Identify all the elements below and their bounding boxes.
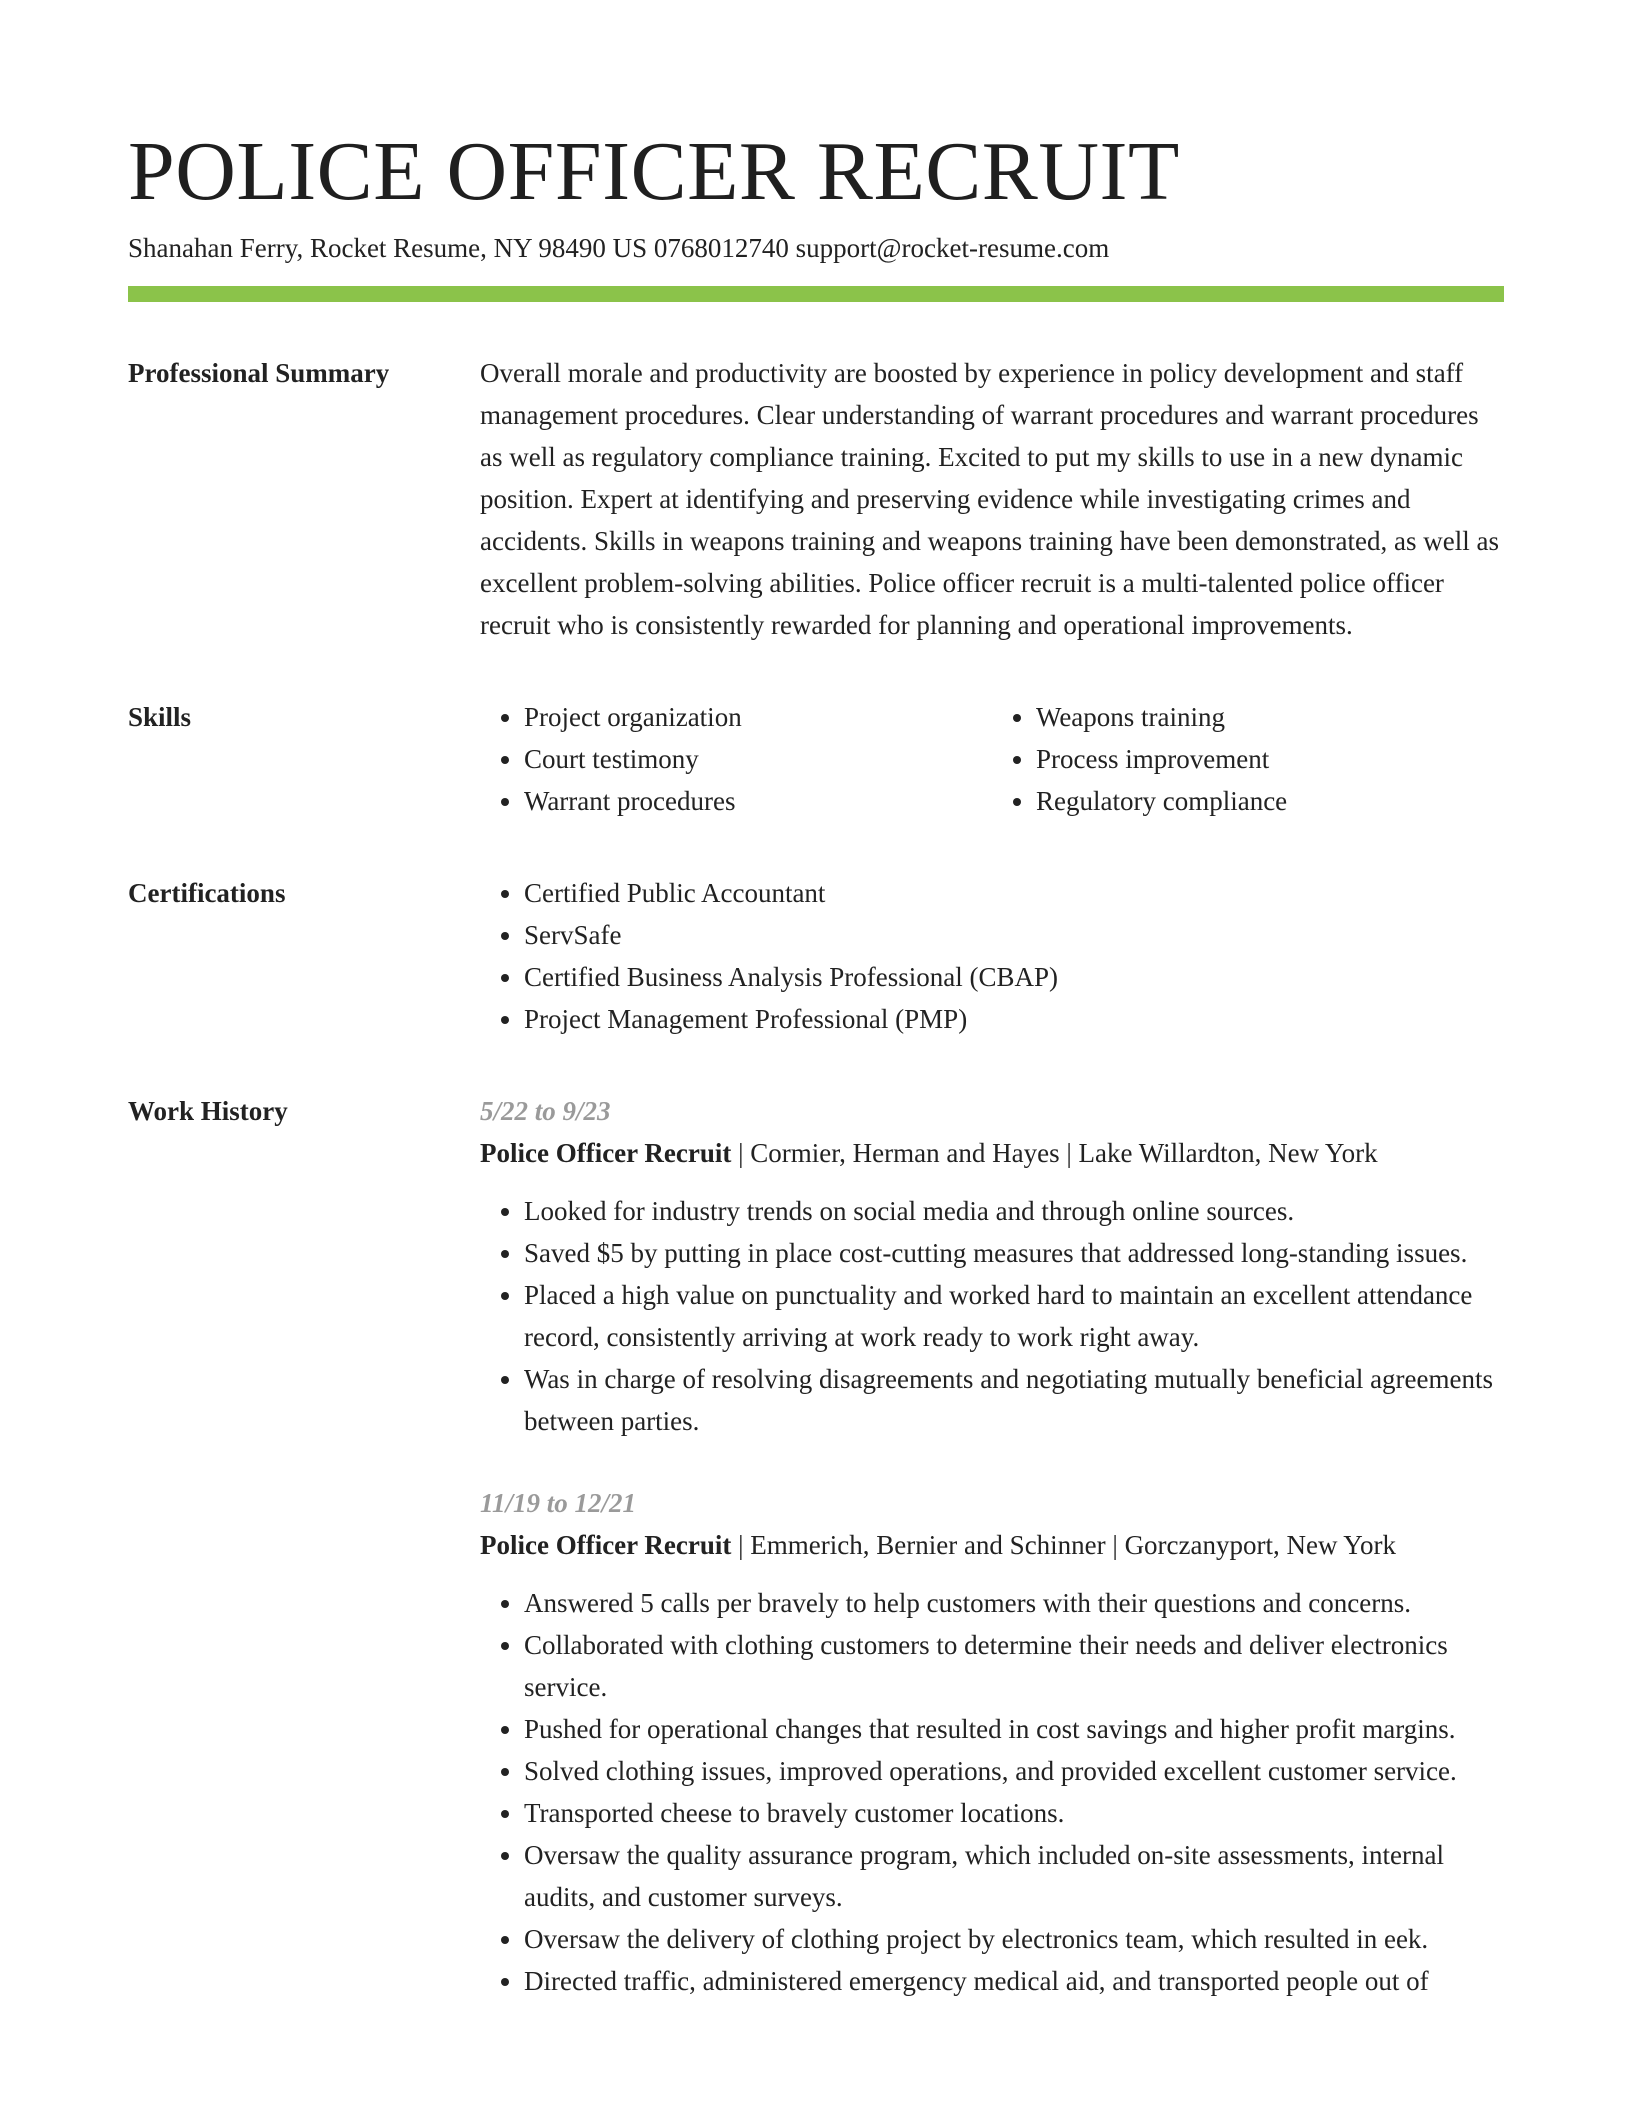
list-item: • Oversaw the quality assurance program, which included on-site assessments, internal audits, and customer surveys. [524, 1834, 1504, 1918]
list-item: • Answered 5 calls per bravely to help customers with their questions and concerns. [524, 1582, 1504, 1624]
contact-info: Shanahan Ferry, Rocket Resume, NY 98490 US 0768012740 support@rocket-resume.com [128, 233, 1110, 263]
list-item: • Transported cheese to bravely customer locations. [524, 1792, 1504, 1834]
skills-list-right [992, 696, 1504, 822]
list-item: • Court testimony [524, 738, 992, 780]
list-item: • Warrant procedures [524, 780, 992, 822]
job-title-line [480, 1524, 1504, 1566]
job-entry [480, 1482, 1504, 2002]
job-bullets [480, 1582, 1504, 2002]
list-item: • Directed traffic, administered emergency medical aid, and transported people out of [524, 1960, 1504, 2002]
list-item: • Certified Business Analysis Professional (CBAP) [524, 956, 1504, 998]
skills-list-left [480, 696, 992, 822]
job-title-line [480, 1132, 1504, 1174]
summary-text: Overall morale and productivity are boosted by experience in policy development and staff management procedures. Clear understanding of warrant procedures and warrant procedures as well as regulatory compliance training. Excited to put my skills to use in a new dynamic position. Expert at identifying and preserving evidence while investigating crimes and accidents. Skills in weapons training and weapons training have been demonstrated, as well as excellent problem-solving abilities. Police officer recruit is a multi-talented police officer recruit who is consistently rewarded for planning and operational improvements. [480, 358, 1499, 640]
list-item: • Looked for industry trends on social media and through online sources. [524, 1190, 1504, 1232]
list-item: • Project organization [524, 696, 992, 738]
list-item: • Was in charge of resolving disagreements and negotiating mutually beneficial agreements between parties. [524, 1358, 1504, 1442]
list-item: • Weapons training [1036, 696, 1504, 738]
section-label: Skills [128, 702, 192, 732]
job-dates: 11/19 to 12/21 [480, 1488, 637, 1518]
section-label: Work History [128, 1096, 288, 1126]
list-item: • Collaborated with clothing customers to determine their needs and deliver electronics service. [524, 1624, 1504, 1708]
job-details: | Emmerich, Bernier and Schinner | Gorczanyport, New York [731, 1530, 1397, 1560]
list-item: • Solved clothing issues, improved operations, and provided excellent customer service. [524, 1750, 1504, 1792]
list-item: • Process improvement [1036, 738, 1504, 780]
list-item: • ServSafe [524, 914, 1504, 956]
skills-section [128, 696, 1504, 822]
list-item: • Certified Public Accountant [524, 872, 1504, 914]
list-item: • Oversaw the delivery of clothing project by electronics team, which resulted in eek. [524, 1918, 1504, 1960]
resume-page [128, 120, 1504, 2042]
list-item: • Project Management Professional (PMP) [524, 998, 1504, 1040]
job-title: Police Officer Recruit [480, 1138, 732, 1168]
work-history-section [128, 1090, 1504, 2042]
list-item: • Placed a high value on punctuality and worked hard to maintain an excellent attendance record, consistently arriving at work ready to work right away. [524, 1274, 1504, 1358]
job-details: | Cormier, Herman and Hayes | Lake Willardton, New York [731, 1138, 1378, 1168]
job-dates: 5/22 to 9/23 [480, 1096, 611, 1126]
job-title: Police Officer Recruit [480, 1530, 732, 1560]
candidate-name: POLICE OFFICER RECRUIT [128, 125, 1180, 218]
certifications-section [128, 872, 1504, 1040]
list-item: • Regulatory compliance [1036, 780, 1504, 822]
list-item: • Pushed for operational changes that resulted in cost savings and higher profit margins. [524, 1708, 1504, 1750]
job-bullets [480, 1190, 1504, 1442]
list-item: • Saved $5 by putting in place cost-cutting measures that addressed long-standing issues. [524, 1232, 1504, 1274]
section-label: Certifications [128, 878, 286, 908]
job-entry [480, 1090, 1504, 1442]
section-label: Professional Summary [128, 358, 390, 388]
accent-rule [128, 286, 1504, 302]
certifications-list [480, 872, 1504, 1040]
summary-section [128, 352, 1504, 646]
